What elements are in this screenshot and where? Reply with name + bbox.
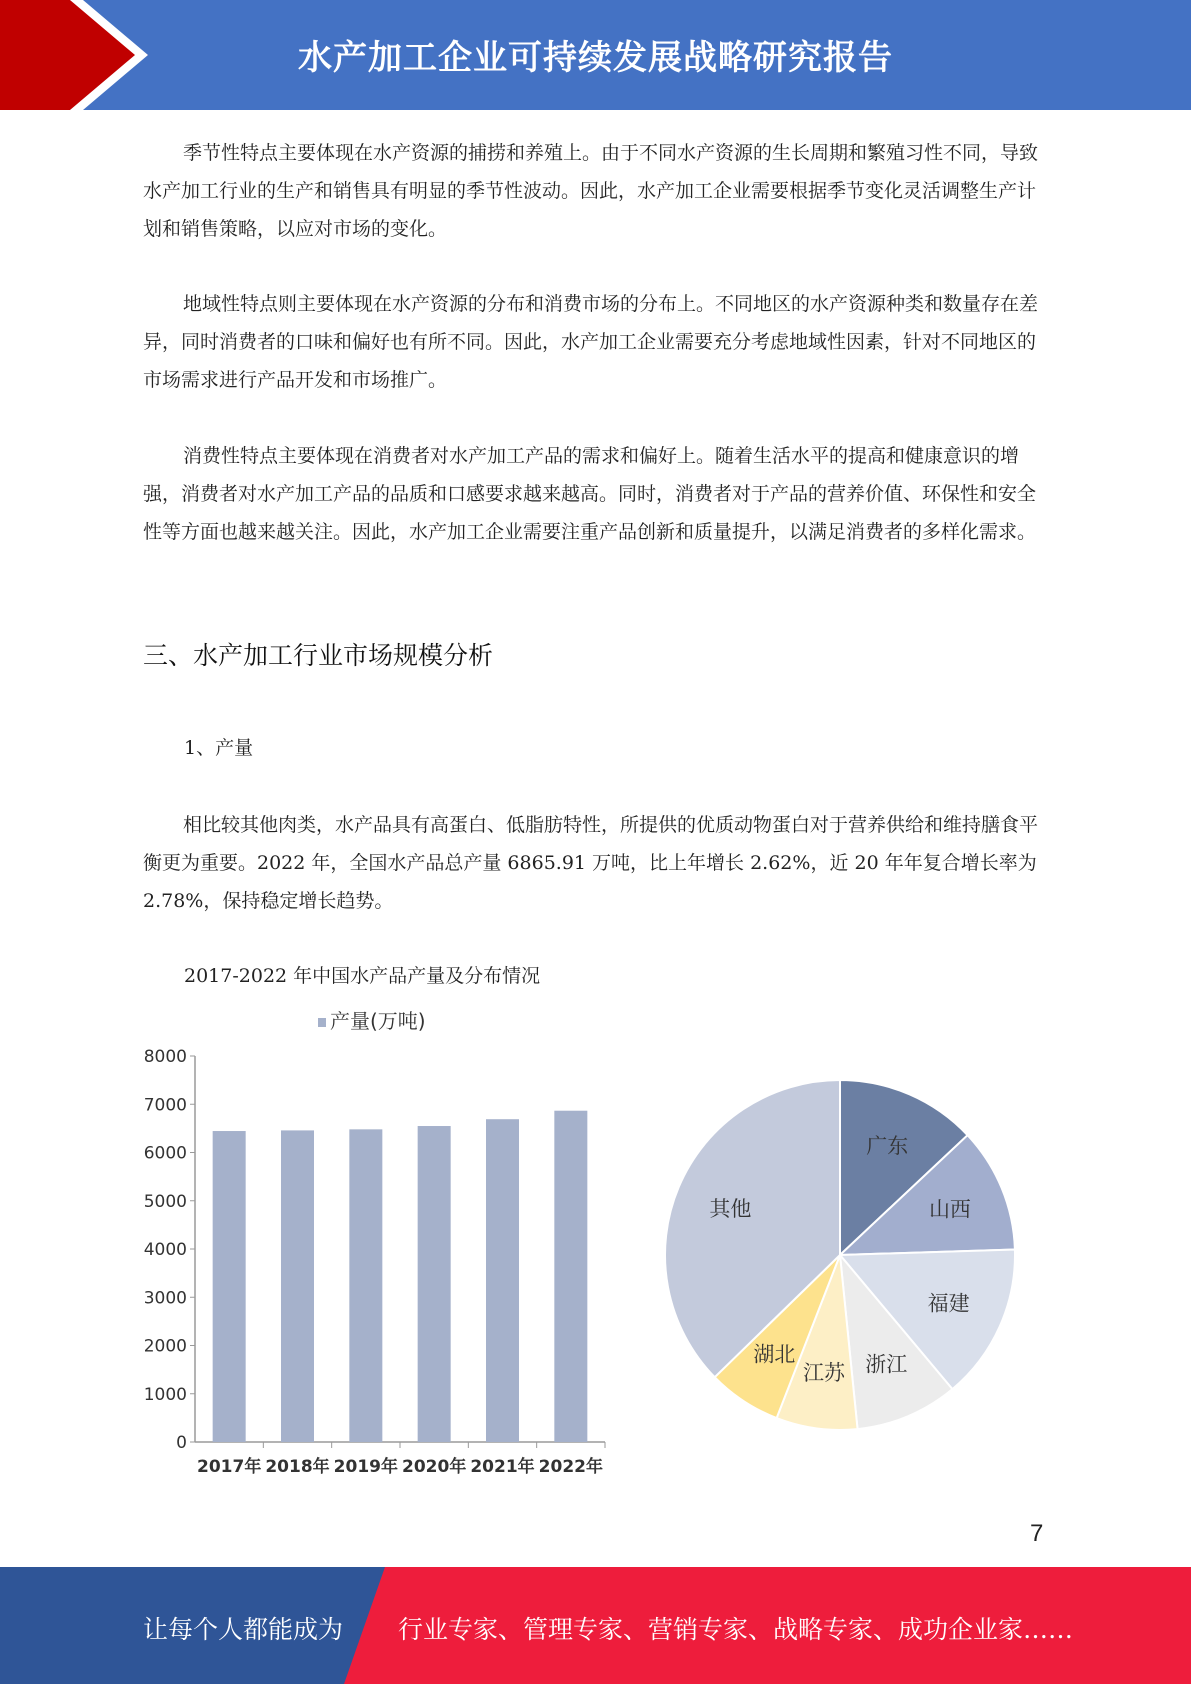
paragraph-output: 相比较其他肉类，水产品具有高蛋白、低脂肪特性，所提供的优质动物蛋白对于营养供给和维持膳食平衡更为重要。2022 年，全国水产品总产量 6865.91 万吨，比上年增长 2.62%，近 20 年年复合增长率为 2.78%，保持稳定增长趋势。 <box>143 814 1039 912</box>
y-tick-label: 7000 <box>143 1095 187 1116</box>
section-title: 三、水产加工行业市场规模分析 <box>143 641 494 670</box>
y-tick-label: 8000 <box>143 1047 187 1067</box>
paragraph-consumption: 消费性特点主要体现在消费者对水产加工产品的需求和偏好上。随着生活水平的提高和健康意识的增强，消费者对水产加工产品的品质和口感要求越来越高。同时，消费者对于产品的营养价值、环保性和安全性等方面也越来越关注。因此，水产加工企业需要注重产品创新和质量提升，以满足消费者的多样化需求。 <box>143 445 1037 543</box>
x-tick-label: 2021年 <box>470 1457 535 1477</box>
x-tick-label: 2019年 <box>333 1457 398 1477</box>
y-tick-label: 0 <box>176 1433 187 1453</box>
y-tick-label: 1000 <box>143 1384 187 1405</box>
page-number: 7 <box>1030 1520 1044 1547</box>
bar-2022年 <box>554 1111 587 1442</box>
x-tick-label: 2017年 <box>197 1457 262 1477</box>
bar-2019年 <box>349 1129 382 1442</box>
paragraph-regionality: 地域性特点则主要体现在水产资源的分布和消费市场的分布上。不同地区的水产资源种类和数量存在差异，同时消费者的口味和偏好也有所不同。因此，水产加工企业需要充分考虑地域性因素，针对不同地区的市场需求进行产品开发和市场推广。 <box>143 293 1039 391</box>
figure <box>140 990 1050 1480</box>
pie-label: 福建 <box>927 1291 970 1316</box>
y-tick-label: 6000 <box>143 1143 187 1164</box>
x-tick-label: 2018年 <box>265 1457 330 1477</box>
footer-slogan-right: 行业专家、管理专家、营销专家、战略专家、成功企业家…… <box>398 1615 1074 1644</box>
header-title: 水产加工企业可持续发展战略研究报告 <box>298 38 893 78</box>
subheading-output: 1、产量 <box>184 737 254 759</box>
pie-label: 广东 <box>866 1133 909 1158</box>
page-header <box>0 0 1191 110</box>
bar-2017年 <box>213 1131 246 1442</box>
figure-caption: 2017-2022 年中国水产品产量及分布情况 <box>184 965 541 987</box>
pie-label: 湖北 <box>753 1342 796 1367</box>
legend-swatch <box>318 1018 326 1027</box>
pie-label: 浙江 <box>865 1352 908 1377</box>
y-tick-label: 4000 <box>143 1240 187 1260</box>
pie-label: 山西 <box>928 1197 971 1222</box>
x-tick-label: 2022年 <box>538 1457 603 1477</box>
bar-2018年 <box>281 1130 314 1442</box>
y-tick-label: 3000 <box>143 1288 187 1309</box>
figure-svg <box>140 990 1050 1480</box>
y-tick-label: 2000 <box>143 1336 187 1357</box>
paragraph-seasonality: 季节性特点主要体现在水产资源的捕捞和养殖上。由于不同水产资源的生长周期和繁殖习性不同，导致水产加工行业的生产和销售具有明显的季节性波动。因此，水产加工企业需要根据季节变化灵活调整生产计划和销售策略，以应对市场的变化。 <box>143 142 1039 240</box>
legend-label: 产量(万吨) <box>330 1009 426 1033</box>
pie-label: 其他 <box>709 1196 752 1221</box>
pie-label: 江苏 <box>802 1360 845 1385</box>
x-tick-label: 2020年 <box>402 1457 467 1477</box>
page-footer <box>0 1567 1191 1684</box>
bar-2021年 <box>486 1119 519 1442</box>
y-tick-label: 5000 <box>143 1191 187 1212</box>
bar-2020年 <box>418 1126 451 1442</box>
footer-slogan-left: 让每个人都能成为 <box>143 1615 344 1644</box>
